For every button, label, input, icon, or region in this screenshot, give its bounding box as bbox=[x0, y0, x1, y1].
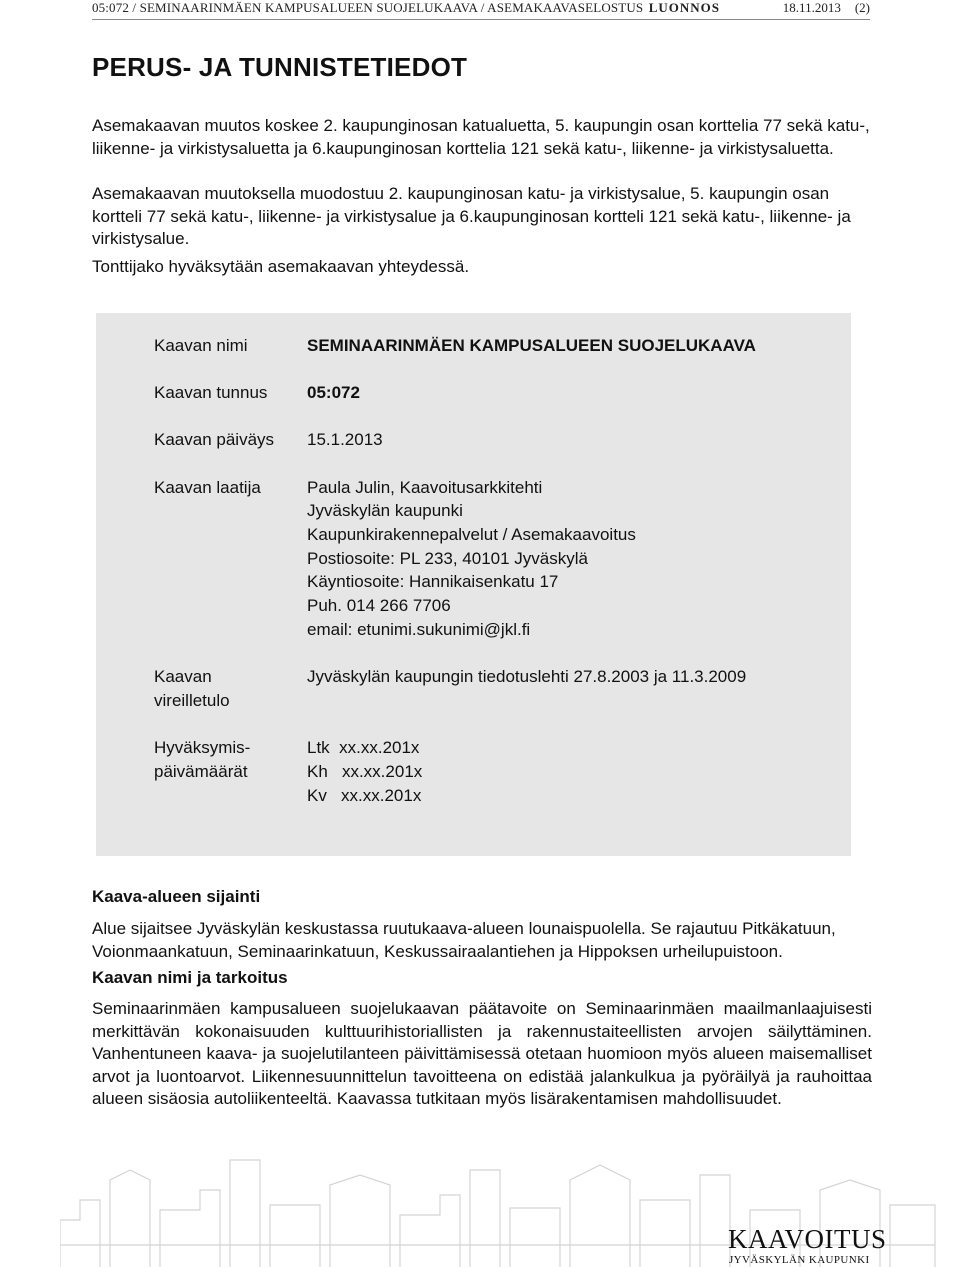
approval-date-kv: Kv xx.xx.201x bbox=[307, 786, 422, 805]
location-text: Alue sijaitsee Jyväskylän keskustassa ruutukaava-alueen lounaispuolella. Se rajautuu Pitkäkatuun, Voionmaankatuun, Seminaarinkatuun, Keskussairaalantiehen ja Hippoksen urheilupuistoon. bbox=[92, 919, 836, 961]
plan-name-value: SEMINAARINMÄEN KAMPUSALUEEN SUOJELUKAAVA bbox=[307, 336, 756, 355]
purpose-section-title: Kaavan nimi ja tarkoitus bbox=[92, 968, 288, 987]
logo-subtitle: JYVÄSKYLÄN KAUPUNKI bbox=[729, 1254, 870, 1266]
page-title: PERUS- JA TUNNISTETIEDOT bbox=[92, 52, 468, 82]
initiation-value: Jyväskylän kaupungin tiedotuslehti 27.8.2003 ja 11.3.2009 bbox=[307, 667, 747, 686]
author-line: Paula Julin, Kaavoitusarkkitehti bbox=[307, 478, 543, 497]
author-line: Puh. 014 266 7706 bbox=[307, 596, 451, 615]
author-line: Postiosoite: PL 233, 40101 Jyväskylä bbox=[307, 549, 588, 568]
plan-date-value: 15.1.2013 bbox=[307, 430, 383, 449]
approval-label-line: päivämäärät bbox=[154, 762, 248, 781]
initiation-label-line: vireilletulo bbox=[154, 691, 230, 710]
author-line: Käyntiosoite: Hannikaisenkatu 17 bbox=[307, 572, 559, 591]
header-path: 05:072 / SEMINAARINMÄEN KAMPUSALUEEN SUOJELUKAAVA / ASEMAKAAVASELOSTUS bbox=[92, 0, 644, 15]
location-section-title: Kaava-alueen sijainti bbox=[92, 887, 261, 906]
author-line: Kaupunkirakennepalvelut / Asemakaavoitus bbox=[307, 525, 636, 544]
plan-name-label: Kaavan nimi bbox=[154, 336, 248, 355]
page-number: (2) bbox=[854, 0, 870, 15]
draft-status: LUONNOS bbox=[648, 0, 720, 15]
author-line: Jyväskylän kaupunki bbox=[307, 501, 463, 520]
intro-paragraph-3: Tonttijako hyväksytään asemakaavan yhteydessä. bbox=[92, 257, 470, 276]
document-header bbox=[92, 0, 870, 16]
plan-id-label: Kaavan tunnus bbox=[154, 383, 268, 402]
approval-label-line: Hyväksymis- bbox=[154, 738, 251, 757]
plan-date-label: Kaavan päiväys bbox=[154, 430, 275, 449]
approval-date-kh: Kh xx.xx.201x bbox=[307, 762, 423, 781]
purpose-text: Seminaarinmäen kampusalueen suojelukaavan päätavoite on Seminaarinmäen maailmanlaajuisesti merkittävän kokonaisuuden kulttuurihistoriallisten ja rakennustaiteellisten arvojen säilyttäminen. Vanhentuneen kaava- ja suojelutilanteen päivittämisessä otetaan huomioon myös alueen maisemalliset arvot ja luontoarvot. Liikennesuunnittelun tavoitteena on edistää jalankulkua ja pyöräilyä ja rauhoittaa alueen sisäosia autoliikenteeltä. Kaavassa tutkitaan myös lisärakentamisen mahdollisuudet. bbox=[92, 999, 872, 1108]
plan-id-value: 05:072 bbox=[307, 383, 360, 402]
kaavoitus-logo: KAAVOITUS bbox=[728, 1224, 887, 1254]
approval-date-ltk: Ltk xx.xx.201x bbox=[307, 738, 420, 757]
intro-paragraph-2: Asemakaavan muutoksella muodostuu 2. kaupunginosan katu- ja virkistysalue, 5. kaupungin osan kortteli 77 sekä katu-, liikenne- ja virkistysalue ja 6.kaupunginosan kortteli 121 sekä katu-, liikenne- ja virkistysalue. bbox=[92, 184, 851, 248]
initiation-label-line: Kaavan bbox=[154, 667, 212, 686]
intro-paragraph-1: Asemakaavan muutos koskee 2. kaupunginosan katualuetta, 5. kaupungin osan korttelia 77 sekä katu-, liikenne- ja virkistysaluetta ja 6.kaupunginosan korttelia 121 sekä katu-, liikenne- ja virkistysaluetta. bbox=[92, 116, 870, 158]
plan-author-label: Kaavan laatija bbox=[154, 478, 261, 497]
author-email: email: etunimi.sukunimi@jkl.fi bbox=[307, 620, 531, 639]
header-date: 18.11.2013 bbox=[782, 0, 841, 15]
header-divider bbox=[92, 19, 870, 20]
